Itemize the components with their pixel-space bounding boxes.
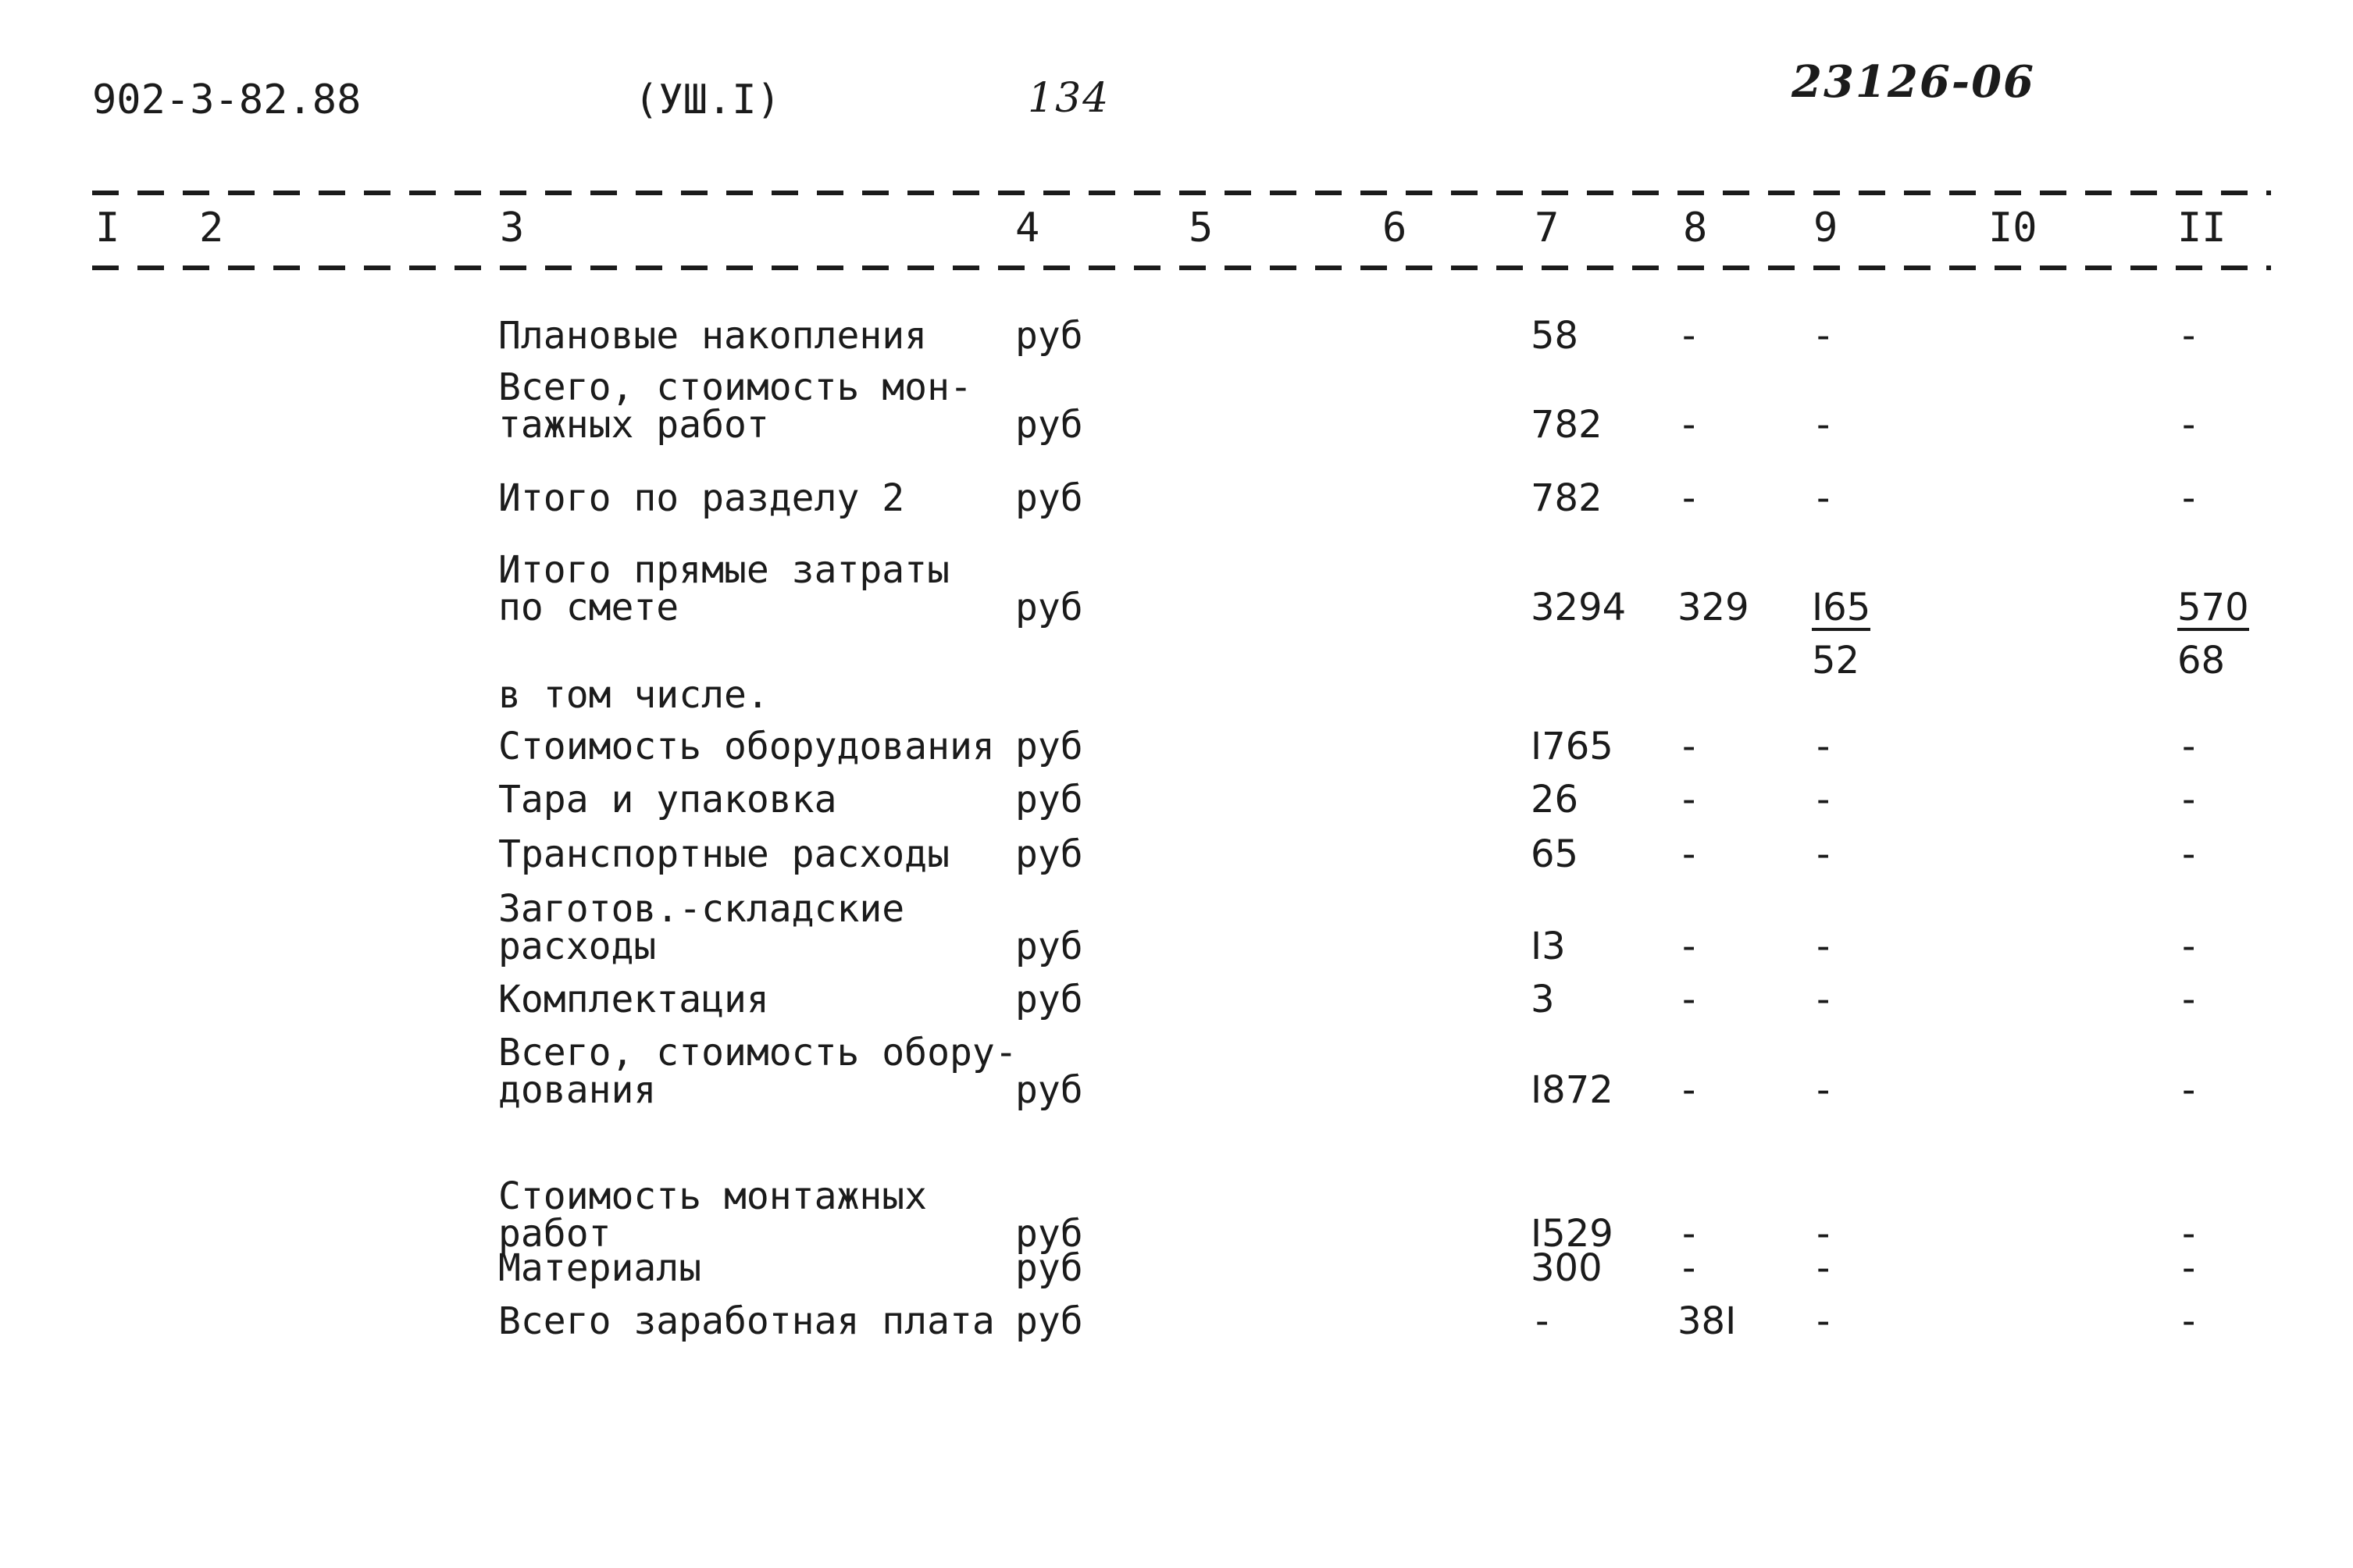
value-cell-11: - [2182,476,2196,520]
value-cell-8: - [1682,832,1696,876]
value-cell-8: - [1682,1246,1696,1290]
value-cell-11-denominator: 68 [2177,639,2226,682]
value-cell-7: - [1535,1299,1549,1343]
value-cell-7: I529 [1531,1212,1613,1256]
value-cell-8: - [1682,314,1696,358]
value-cell-9: - [1816,403,1831,447]
column-number-2: 2 [199,205,224,251]
column-number-11: II [2177,205,2226,251]
value-cell-9: - [1816,1246,1831,1290]
value-cell-11: - [2182,978,2196,1021]
value-cell-7: 26 [1531,778,1579,821]
value-cell-7: 58 [1531,314,1579,358]
row-label: Всего, стоимость мон- [498,365,972,409]
value-cell-9: - [1816,925,1831,968]
value-cell-8: 329 [1677,586,1749,629]
row-label: Стоимость оборудования [498,725,995,768]
row-label: Всего, стоимость обору- [498,1031,1018,1074]
row-label: Транспортные расходы [498,832,950,876]
unit-cell: руб [1015,725,1083,768]
value-cell-11: - [2182,725,2196,768]
value-cell-7: I3 [1531,925,1566,968]
value-cell-8: - [1682,403,1696,447]
row-label: Тара и упаковка [498,778,837,821]
value-cell-7: 3294 [1531,586,1627,629]
unit-cell: руб [1015,978,1083,1021]
value-cell-8: 38I [1677,1299,1737,1343]
page-number: 134 [1028,75,1111,122]
unit-cell: руб [1015,314,1083,358]
row-label: Стоимость монтажных [498,1174,928,1218]
value-cell-9: - [1816,476,1831,520]
row-label: расходы [498,925,657,968]
value-cell-8: - [1682,1068,1696,1112]
unit-cell: руб [1015,778,1083,821]
value-cell-9: - [1816,832,1831,876]
unit-cell: руб [1015,1068,1083,1112]
row-label: по смете [498,586,679,629]
row-label: Итого по разделу 2 [498,476,905,520]
value-cell-7: 300 [1531,1246,1603,1290]
value-cell-8: - [1682,925,1696,968]
value-cell-9: - [1816,778,1831,821]
row-label: тажных работ [498,403,769,447]
row-label: Заготов.-складские [498,887,905,931]
column-number-5: 5 [1189,205,1214,251]
column-number-10: I0 [1988,205,2037,251]
unit-cell: руб [1015,832,1083,876]
unit-cell: руб [1015,1212,1083,1256]
value-cell-11: - [2182,778,2196,821]
value-cell-11: - [2182,1299,2196,1343]
value-cell-11: - [2182,1068,2196,1112]
value-cell-7: 782 [1531,476,1603,520]
column-number-6: 6 [1382,205,1407,251]
value-cell-7: 65 [1531,832,1579,876]
value-cell-9: - [1816,725,1831,768]
value-cell-9: I65 [1812,586,1871,629]
row-label: дования [498,1068,657,1112]
value-cell-8: - [1682,1212,1696,1256]
value-cell-8: - [1682,978,1696,1021]
value-cell-9: - [1816,1299,1831,1343]
value-cell-8: - [1682,725,1696,768]
value-cell-11: - [2182,1212,2196,1256]
document-code: 902-3-82.88 [92,77,362,123]
unit-cell: руб [1015,403,1083,447]
header-top-rule [92,191,2271,195]
row-label: Материалы [498,1246,702,1290]
column-number-1: I [95,205,120,251]
value-cell-7: I872 [1531,1068,1613,1112]
row-label: работ [498,1212,611,1256]
unit-cell: руб [1015,476,1083,520]
row-label: в том числе. [498,673,769,717]
unit-cell: руб [1015,586,1083,629]
value-cell-11: - [2182,314,2196,358]
value-cell-8: - [1682,476,1696,520]
unit-cell: руб [1015,925,1083,968]
unit-cell: руб [1015,1246,1083,1290]
row-label: Плановые накопления [498,314,928,358]
unit-cell: руб [1015,1299,1083,1343]
section-label: (УШ.I) [634,77,781,123]
value-cell-11: - [2182,832,2196,876]
header-bottom-rule [92,265,2271,270]
value-cell-11: - [2182,403,2196,447]
value-cell-8: - [1682,778,1696,821]
archive-number: 23126-06 [1791,56,2035,108]
column-number-7: 7 [1535,205,1560,251]
value-cell-7: 3 [1531,978,1555,1021]
column-number-9: 9 [1813,205,1838,251]
value-cell-9: - [1816,1068,1831,1112]
value-cell-7: 782 [1531,403,1603,447]
value-cell-9: - [1816,1212,1831,1256]
row-label: Итого прямые затраты [498,548,950,592]
row-label: Всего заработная плата [498,1299,995,1343]
value-cell-9: - [1816,314,1831,358]
value-cell-9-denominator: 52 [1812,639,1860,682]
column-number-8: 8 [1683,205,1708,251]
value-cell-11: - [2182,925,2196,968]
value-cell-7: I765 [1531,725,1613,768]
value-cell-9: - [1816,978,1831,1021]
value-cell-11: 570 [2177,586,2249,629]
column-number-3: 3 [500,205,525,251]
column-number-4: 4 [1015,205,1040,251]
row-label: Комплектация [498,978,769,1021]
value-cell-11: - [2182,1246,2196,1290]
